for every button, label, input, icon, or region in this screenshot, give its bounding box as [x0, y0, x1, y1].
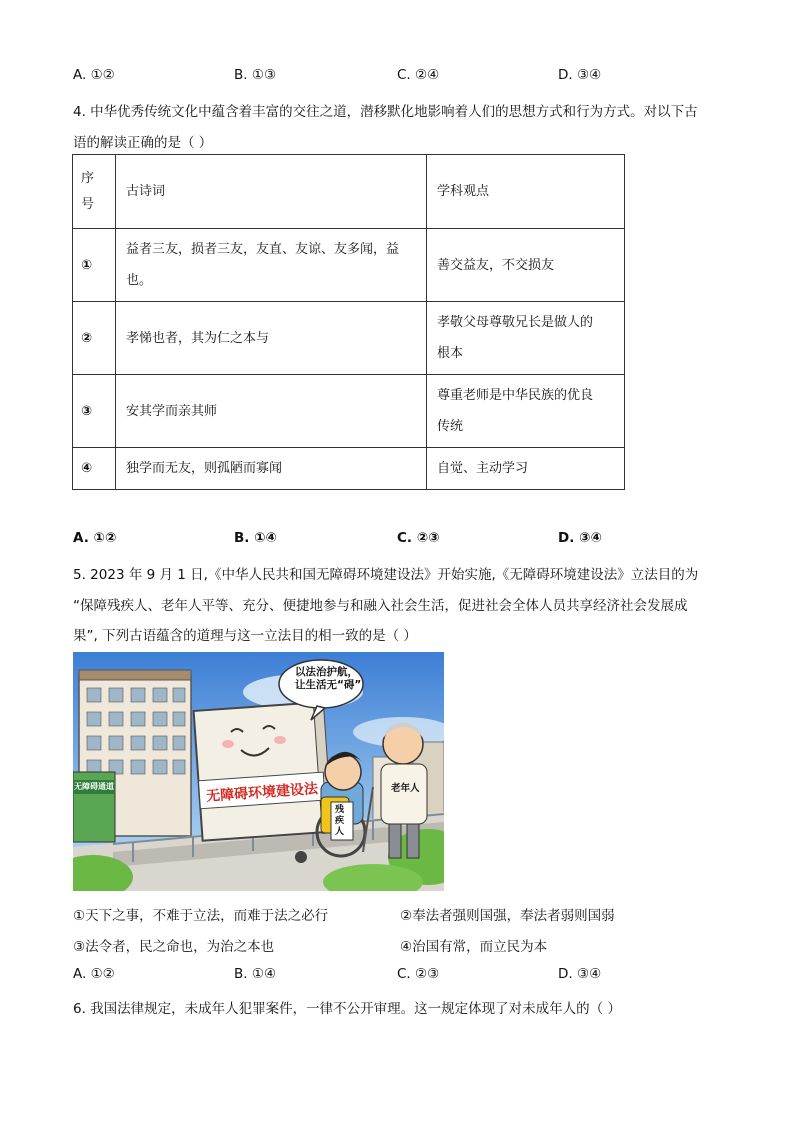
- row-index: ③: [73, 375, 116, 448]
- cartoon-board-title: 无障碍环境建设法: [205, 781, 319, 805]
- q5-statement-4: ④治国有常，而立民为本: [400, 939, 548, 955]
- q4-option-d: D. ③④: [558, 530, 602, 546]
- q3-option-a: A. ①②: [73, 67, 115, 83]
- table-row: [73, 229, 625, 302]
- q5-statement-3: ③法令者，民之命也，为治之本也: [73, 939, 275, 955]
- q4-stem-line2: 语的解读正确的是（ ）: [73, 135, 213, 151]
- q5-statement-2: ②奉法者强则国强，奉法者弱则国弱: [400, 908, 615, 924]
- cartoon-speech: 以法治护航， 让生活无“碍”: [295, 666, 362, 691]
- q4-option-a: A. ①②: [73, 530, 117, 546]
- row-view: 自觉、主动学习: [427, 448, 625, 490]
- q3-option-d: D. ③④: [558, 67, 602, 83]
- q3-option-b: B. ①③: [234, 67, 277, 83]
- q3-option-c: C. ②④: [397, 67, 440, 83]
- q5-option-d: D. ③④: [558, 966, 602, 982]
- table-row: [73, 375, 625, 448]
- row-poem: 独学而无友，则孤陋而寡闻: [116, 448, 427, 490]
- q6-stem: 6. 我国法律规定，未成年人犯罪案件，一律不公开审理。这一规定体现了对未成年人的（ ）: [73, 1001, 621, 1017]
- header-poem: 古诗词: [116, 155, 427, 229]
- cartoon-sign: 无障碍通道: [74, 782, 114, 791]
- table-row: [73, 302, 625, 375]
- header-index: 序号: [73, 155, 116, 229]
- q4-option-b: B. ①④: [234, 530, 277, 546]
- row-poem: 孝悌也者，其为仁之本与: [116, 302, 427, 375]
- cartoon-elder-label: 老年人: [391, 783, 420, 794]
- q5-statement-1: ①天下之事，不难于立法，而难于法之必行: [73, 908, 329, 924]
- q5-option-b: B. ①④: [234, 966, 277, 982]
- q5-stem-line1: 5. 2023 年 9 月 1 日,《中华人民共和国无障碍环境建设法》开始实施,《无障碍环境建设法》立法目的为: [73, 567, 699, 583]
- law-cartoon: [73, 652, 444, 891]
- row-view: 孝敬父母尊敬兄长是做人的 根本: [427, 302, 625, 375]
- row-index: ②: [73, 302, 116, 375]
- row-index: ①: [73, 229, 116, 302]
- header-view: 学科观点: [427, 155, 625, 229]
- table-header-row: [73, 155, 625, 229]
- q5-option-c: C. ②③: [397, 966, 440, 982]
- row-index: ④: [73, 448, 116, 490]
- q5-stem-line3: 果”, 下列古语蕴含的道理与这一立法目的相一致的是（ ）: [73, 628, 417, 644]
- row-view: 尊重老师是中华民族的优良 传统: [427, 375, 625, 448]
- q4-stem-line1: 4. 中华优秀传统文化中蕴含着丰富的交往之道，潜移默化地影响着人们的思想方式和行为方式。对以下古: [73, 104, 698, 120]
- row-poem: 安其学而亲其师: [116, 375, 427, 448]
- q5-stem-line2: “保障残疾人、老年人平等、充分、便捷地参与和融入社会生活，促进社会全体人员共享经济社会发展成: [73, 598, 688, 614]
- q4-table: [72, 154, 625, 490]
- table-row: [73, 448, 625, 490]
- q4-option-c: C. ②③: [397, 530, 440, 546]
- row-view: 善交益友，不交损友: [427, 229, 625, 302]
- row-poem: 益者三友，损者三友，友直、友谅、友多闻，益 也。: [116, 229, 427, 302]
- q5-option-a: A. ①②: [73, 966, 115, 982]
- cartoon-disabled-label: 残 疾 人: [335, 805, 345, 837]
